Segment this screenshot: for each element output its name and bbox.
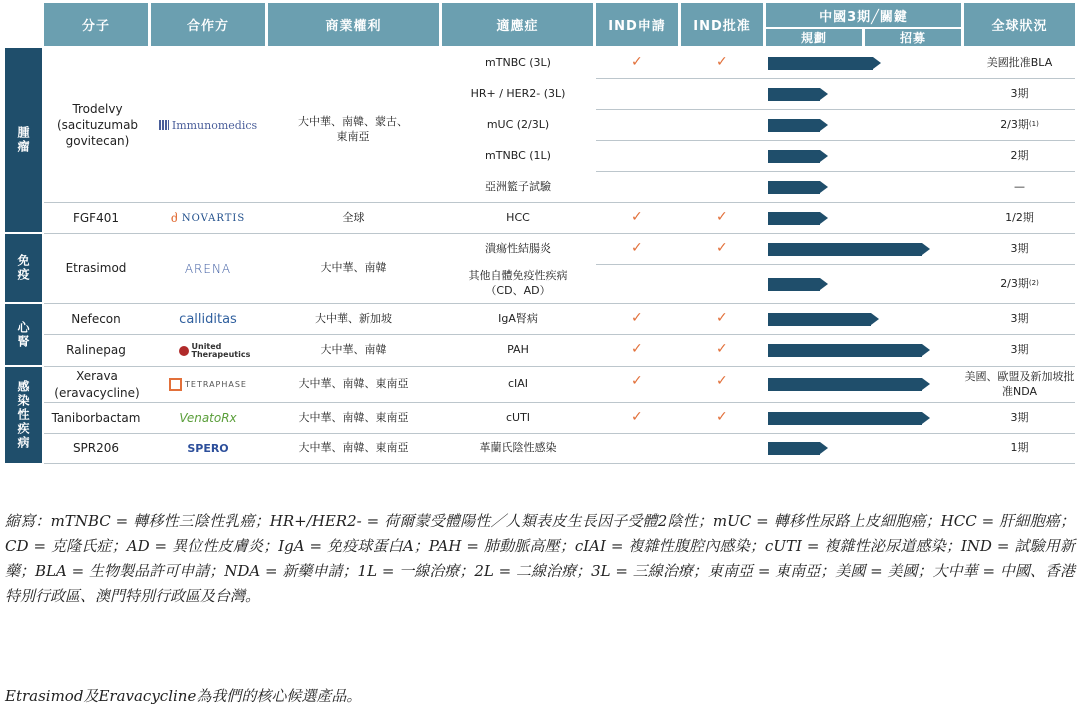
- header-molecule: 分子: [44, 3, 148, 46]
- ind-filing-check-icon: ✓: [631, 209, 643, 225]
- molecule-nefecon: Nefecon: [71, 311, 121, 326]
- ind-approval-check-icon: ✓: [716, 54, 728, 70]
- ind-filing-check-icon: ✓: [631, 240, 643, 256]
- partner-calliditas-logo: calliditas: [179, 311, 237, 327]
- phase3-progress-bar: [768, 378, 922, 391]
- header-global-status: 全球狀況: [964, 3, 1075, 46]
- indication-cell: cIAI: [507, 377, 529, 391]
- phase3-progress-bar: [768, 344, 922, 357]
- phase3-progress-bar: [768, 212, 820, 225]
- phase3-progress-bar: [768, 88, 820, 101]
- global-status-cell: [964, 203, 1075, 233]
- indication-cell: HR+ / HER2- (3L): [470, 86, 566, 100]
- ind-filing-check-icon: ✓: [631, 341, 643, 357]
- indication-cell: mTNBC (1L): [485, 148, 551, 162]
- phase3-progress-bar: [768, 243, 922, 256]
- rights-spr206: 大中華、南韓、東南亞: [298, 441, 409, 455]
- global-status-text: 美國批准BLA: [986, 55, 1053, 69]
- global-status-text: 美國、歐盟及新加坡批准NDA: [964, 369, 1075, 398]
- indication-cell: PAH: [507, 343, 529, 357]
- ind-approval-check-icon: ✓: [716, 209, 728, 225]
- phase3-progress-arrow: [820, 212, 828, 224]
- molecule-ralinepag: Ralinepag: [66, 343, 126, 358]
- global-status-cell: [964, 335, 1075, 366]
- rights-xerava: 大中華、南韓、東南亞: [298, 377, 409, 391]
- header-recruiting: 招募: [865, 29, 961, 46]
- global-status-cell: [964, 141, 1075, 171]
- indication-cell: mUC (2/3L): [486, 117, 550, 131]
- category-immunology: 免疫: [5, 234, 42, 302]
- united-therapeutics-mark-icon: [179, 346, 189, 356]
- status-footnote-marker: (1): [1028, 120, 1039, 129]
- phase3-progress-arrow: [922, 344, 930, 356]
- rights-taniborbactam: 大中華、南韓、東南亞: [298, 410, 409, 424]
- phase3-progress-arrow: [820, 181, 828, 193]
- global-status-cell: [964, 172, 1075, 202]
- phase3-progress-arrow: [820, 278, 828, 290]
- partner-united-therapeutics-logo: United Therapeutics: [151, 335, 265, 366]
- phase3-progress-arrow: [922, 378, 930, 390]
- phase3-progress-bar: [768, 150, 820, 163]
- phase3-progress-arrow: [820, 442, 828, 454]
- category-renal: 心腎: [5, 304, 42, 365]
- phase3-progress-arrow: [922, 243, 930, 255]
- phase3-progress-arrow: [871, 313, 879, 325]
- global-status-text: 3期: [1010, 241, 1029, 255]
- partner-novartis-logo: ძ NOVARTIS: [170, 211, 246, 225]
- header-indication: 適應症: [442, 3, 593, 46]
- phase3-progress-bar: [768, 313, 871, 326]
- global-status-cell: [964, 367, 1075, 402]
- global-status-cell: [964, 434, 1075, 463]
- phase3-progress-arrow: [873, 57, 881, 69]
- rights-etrasimod: 大中華、南韓: [320, 261, 387, 275]
- phase3-progress-arrow: [922, 412, 930, 424]
- phase3-progress-bar: [768, 181, 820, 194]
- indication-cell: cUTI: [505, 410, 531, 424]
- ind-filing-check-icon: ✓: [631, 373, 643, 389]
- global-status-text: 3期: [1010, 343, 1029, 357]
- category-infectious: 感染性疾病: [5, 367, 42, 463]
- partner-venatorx-logo: VenatoRx: [179, 411, 237, 425]
- header-ind-approval: IND批准: [681, 3, 763, 46]
- ind-approval-check-icon: ✓: [716, 341, 728, 357]
- molecule-xerava: Xerava (eravacycline): [54, 369, 140, 400]
- rights-fgf401: 全球: [342, 210, 365, 224]
- ind-approval-check-icon: ✓: [716, 373, 728, 389]
- global-status-text: —: [1014, 179, 1025, 193]
- global-status-cell: [964, 79, 1075, 109]
- novartis-flame-icon: ძ: [170, 211, 179, 225]
- footnote-abbreviations: 縮寫：mTNBC = 轉移性三陰性乳癌；HR+/HER2- = 荷爾蒙受體陽性／人類表皮生長因子受體2陰性；mUC = 轉移性尿路上皮細胞癌；HCC = 肝細胞癌；CD = 克隆氏症；AD = 異位性皮膚炎；IgA = 免疫球蛋白A；PAH = 肺動脈高壓；cIAI = 複雜性腹腔內感染；cUTI = 複雜性泌尿道感染；IND = 試驗用新藥；BLA = 生物製品許可申請；NDA = 新藥申請；1L = 一線治療；2L = 二線治療；3L = 三線治療；東南亞 = 東南亞；美國 = 美國；大中華 = 中國、香港特別行政區、澳門特別行政區及台灣。: [5, 512, 1075, 605]
- global-status-cell: [964, 265, 1075, 303]
- immunomedics-mark-icon: [159, 120, 169, 130]
- phase3-progress-bar: [768, 442, 820, 455]
- global-status-text: 3期: [1010, 410, 1029, 424]
- global-status-cell: [964, 110, 1075, 140]
- global-status-cell: [964, 48, 1075, 78]
- global-status-cell: [964, 304, 1075, 334]
- molecule-fgf401: FGF401: [72, 210, 119, 225]
- header-china-phase3: 中國3期╱關鍵: [766, 3, 961, 27]
- phase3-progress-bar: [768, 412, 922, 425]
- indication-cell: mTNBC (3L): [485, 55, 551, 69]
- indication-cell: IgA腎病: [498, 311, 538, 325]
- footnote-core-candidates: Etrasimod及Eravacycline為我們的核心候選產品。: [5, 687, 362, 705]
- ind-filing-check-icon: ✓: [631, 310, 643, 326]
- global-status-text: 2/3期: [1000, 117, 1029, 131]
- header-partner: 合作方: [151, 3, 265, 46]
- indication-cell: 亞洲籃子試驗: [485, 179, 551, 193]
- ind-filing-check-icon: ✓: [631, 54, 643, 70]
- partner-immunomedics-logo: Immunomedics: [151, 110, 265, 140]
- indication-cell: 其他自體免疫性疾病（CD、AD）: [468, 269, 568, 297]
- rights-ralinepag: 大中華、南韓: [320, 343, 387, 357]
- category-oncology: 腫瘤: [5, 48, 42, 232]
- ind-approval-check-icon: ✓: [716, 409, 728, 425]
- phase3-progress-bar: [768, 57, 873, 70]
- molecule-spr206: SPR206: [72, 441, 120, 456]
- header-planning: 規劃: [766, 29, 862, 46]
- global-status-cell: [964, 234, 1075, 264]
- phase3-progress-bar: [768, 119, 820, 132]
- indication-cell: 革蘭氏陰性感染: [479, 441, 557, 455]
- global-status-text: 2期: [1010, 148, 1029, 162]
- partner-arena-logo: ARENA: [184, 262, 232, 276]
- rights-nefecon: 大中華、新加坡: [315, 311, 392, 325]
- ind-approval-check-icon: ✓: [716, 310, 728, 326]
- global-status-text: 1/2期: [1005, 210, 1034, 224]
- phase3-progress-arrow: [820, 88, 828, 100]
- ind-filing-check-icon: ✓: [631, 409, 643, 425]
- global-status-text: 3期: [1010, 311, 1029, 325]
- global-status-text: 1期: [1010, 441, 1029, 455]
- global-status-text: 3期: [1010, 86, 1029, 100]
- partner-tetraphase-logo: TETRAPHASE: [151, 367, 265, 402]
- rights-trodelvy: 大中華、南韓、蒙古、東南亞: [298, 115, 408, 143]
- indication-cell: HCC: [506, 210, 530, 224]
- partner-spero-logo: SPERO: [187, 442, 229, 455]
- molecule-trodelvy: Trodelvy (sacituzumab govitecan): [56, 101, 139, 149]
- molecule-etrasimod: Etrasimod: [65, 261, 127, 276]
- header-rights: 商業權利: [268, 3, 439, 46]
- ind-approval-check-icon: ✓: [716, 240, 728, 256]
- tetraphase-mark-icon: [169, 378, 182, 391]
- global-status-text: 2/3期: [1000, 276, 1029, 290]
- phase3-progress-bar: [768, 278, 820, 291]
- status-footnote-marker: (2): [1028, 279, 1039, 288]
- indication-cell: 潰瘍性結腸炎: [485, 241, 551, 255]
- global-status-cell: [964, 403, 1075, 433]
- header-ind-filing: IND申請: [596, 3, 678, 46]
- phase3-progress-arrow: [820, 150, 828, 162]
- phase3-progress-arrow: [820, 119, 828, 131]
- molecule-taniborbactam: Taniborbactam: [51, 410, 141, 425]
